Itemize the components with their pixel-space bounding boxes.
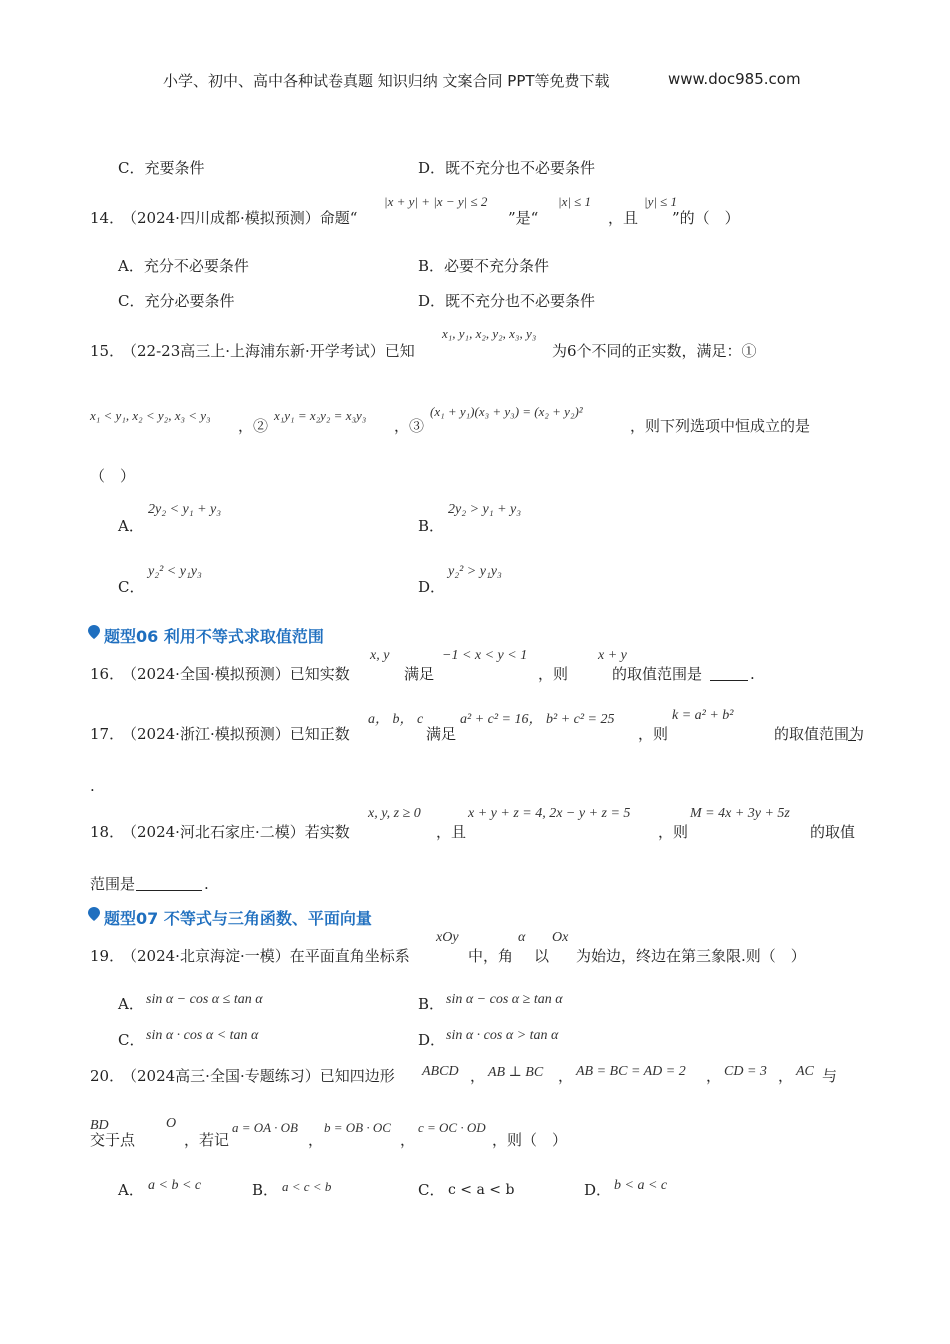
q20-sep-5: ， (308, 1131, 324, 1149)
q20-option-b: a < c < b (282, 1179, 332, 1194)
q16-condition: 满足 (404, 665, 435, 683)
q15-label-a: A． (118, 517, 144, 535)
q15-label-d: D． (418, 578, 446, 596)
q19-option-a: sin α − cos α ≤ tan α (146, 992, 263, 1007)
q14-expression-1: |x + y| + |x − y| ≤ 2 (384, 194, 488, 209)
q20-condition-1: AB ⊥ BC (488, 1065, 544, 1080)
q14-end: ”的（ ） (672, 209, 740, 227)
q14-option-a: A．充分不必要条件 (118, 257, 249, 275)
q20-label-b: B． (252, 1181, 279, 1199)
q15-variables: x₁, y₁, x₂, y₂, x₃, y₃ (442, 326, 537, 341)
q20-label-d: D． (584, 1181, 612, 1199)
q15-label-c: C． (118, 578, 145, 596)
q19-label-c: C． (118, 1031, 145, 1049)
q19-alpha: α (518, 930, 526, 945)
q15-condition-3: (x₁ + y₁)(x₃ + y₃) = (x₂ + y₂)² (430, 404, 583, 419)
q15-number: 15． (90, 342, 125, 360)
q18-tail-1: 的取值 (810, 823, 856, 841)
q15-tail: ，则下列选项中恒成立的是 (630, 417, 811, 435)
q19-number: 19． (90, 947, 125, 965)
q17-equation: a² + c² = 16， b² + c² = 25 (460, 712, 615, 727)
q19-option-b: sin α − cos α ≥ tan α (446, 992, 563, 1007)
q19-option-c: sin α · cos α < tan α (146, 1028, 259, 1043)
section-07-heading: 题型07 不等式与三角函数、平面向量 (104, 909, 372, 928)
q20-sep-4: ， (778, 1067, 794, 1085)
q17-dot: . (90, 777, 95, 795)
q20-sep-6: ， (400, 1131, 416, 1149)
header-text: 小学、初中、高中各种试卷真题 知识归纳 文案合同 PPT等免费下载 (163, 72, 610, 90)
q19-option-d: sin α · cos α > tan α (446, 1028, 559, 1043)
q17-condition: 满足 (426, 725, 457, 743)
q20-with: 与 (822, 1067, 838, 1085)
q15-sep-1: ，② (238, 417, 269, 435)
q16-expression: x + y (598, 648, 627, 663)
q14-option-c: C．充分必要条件 (118, 292, 235, 310)
q19-label-b: B． (418, 995, 445, 1013)
q16-variables: x, y (370, 648, 390, 663)
q15-paren: （ ） (90, 467, 136, 485)
q16-number: 16． (90, 665, 125, 683)
q18-expression: M = 4x + 3y + 5z (690, 806, 790, 821)
q20-option-d: b < a < c (614, 1178, 668, 1193)
q18-end: . (204, 875, 209, 893)
q20-then: ，则（ ） (492, 1131, 568, 1149)
q14-source: （2024·四川成都·模拟预测）命题“ (122, 209, 358, 227)
q15-option-a: 2y₂ < y₁ + y₃ (148, 502, 222, 517)
q20-sep-1: ， (470, 1067, 486, 1085)
q20-sep-2: ， (558, 1067, 574, 1085)
q15-condition: 为6个不同的正实数，满足：① (552, 342, 757, 360)
location-pin-icon (86, 624, 102, 640)
q15-option-b: 2y₂ > y₁ + y₃ (448, 502, 522, 517)
q20-source: （2024高三·全国·专题练习）已知四边形 (122, 1067, 395, 1085)
q20-condition-2: AB = BC = AD = 2 (576, 1064, 686, 1079)
q20-ac: AC (796, 1064, 814, 1079)
q16-end: . (750, 665, 755, 683)
q20-note: ，若记 (184, 1131, 230, 1149)
q18-number: 18． (90, 823, 125, 841)
q18-equations: x + y + z = 4, 2x − y + z = 5 (468, 806, 631, 821)
q19-ox: Ox (552, 930, 569, 945)
q20-sep-3: ， (706, 1067, 722, 1085)
q15-option-c: y₂² < y₁y₃ (148, 564, 202, 579)
q14-expression-2: |x| ≤ 1 (558, 194, 592, 209)
q19-text-3: 为始边，终边在第三象限.则（ ） (576, 947, 806, 965)
q20-condition-3: CD = 3 (724, 1064, 767, 1079)
q13-option-d: D．既不充分也不必要条件 (418, 159, 596, 177)
q19-label-d: D． (418, 1031, 446, 1049)
q19-source: （2024·北京海淀·一模）在平面直角坐标系 (122, 947, 410, 965)
q16-then: ，则 (538, 665, 569, 683)
q15-source: （22-23高三上·上海浦东新·开学考试）已知 (122, 342, 415, 360)
q18-and: ，且 (436, 823, 467, 841)
q20-b-definition: b = OB · OC (324, 1120, 391, 1135)
q18-answer-blank[interactable] (136, 876, 202, 891)
q18-tail-2: 范围是 (90, 875, 136, 893)
q17-source: （2024·浙江·模拟预测）已知正数 (122, 725, 350, 743)
header-url[interactable]: www.doc985.com (668, 70, 801, 88)
q16-inequality: −1 < x < y < 1 (442, 648, 528, 663)
q19-label-a: A． (118, 995, 144, 1013)
q15-option-d: y₂² > y₁y₃ (448, 564, 502, 579)
q15-condition-2: x₁y₁ = x₂y₂ = x₃y₃ (274, 408, 367, 423)
q20-label-a: A． (118, 1181, 144, 1199)
q18-variables: x, y, z ≥ 0 (368, 806, 421, 821)
q17-answer-blank[interactable] (848, 726, 856, 741)
q15-label-b: B． (418, 517, 445, 535)
q14-and: ，且 (608, 209, 639, 227)
q16-source: （2024·全国·模拟预测）已知实数 (122, 665, 350, 683)
q20-number: 20． (90, 1067, 125, 1085)
q19-coordinate-system: xOy (436, 930, 459, 945)
q20-c-definition: c = OC · OD (418, 1120, 486, 1135)
q20-option-c: c < a < b (448, 1182, 515, 1198)
q20-option-a: a < b < c (148, 1178, 202, 1193)
q16-tail: 的取值范围是 (612, 665, 703, 683)
q15-condition-1: x₁ < y₁, x₂ < y₂, x₃ < y₃ (90, 408, 211, 423)
q14-option-b: B．必要不充分条件 (418, 257, 550, 275)
q17-tail: 的取值范围为 (774, 725, 865, 743)
q17-expression: k = a² + b² (672, 708, 734, 723)
q14-mid: ”是“ (508, 209, 539, 227)
q20-bd: BD (90, 1118, 109, 1133)
q13-option-c: C．充要条件 (118, 159, 205, 177)
q20-point-o: O (166, 1116, 177, 1131)
q14-expression-3: |y| ≤ 1 (644, 194, 678, 209)
q19-text-2: 以 (534, 947, 550, 965)
q17-then: ，则 (638, 725, 669, 743)
q17-variables: a， b， c (368, 712, 424, 727)
q17-number: 17． (90, 725, 125, 743)
section-06-heading: 题型06 利用不等式求取值范围 (104, 627, 324, 646)
q15-sep-2: ，③ (394, 417, 425, 435)
q20-label-c: C． (418, 1181, 445, 1199)
q16-answer-blank[interactable] (710, 666, 748, 681)
q18-then: ，则 (658, 823, 689, 841)
q14-number: 14． (90, 209, 125, 227)
location-pin-icon (86, 906, 102, 922)
q20-meet: 交于点 (90, 1131, 136, 1149)
q14-option-d: D．既不充分也不必要条件 (418, 292, 596, 310)
q18-source: （2024·河北石家庄·二模）若实数 (122, 823, 350, 841)
q20-a-definition: a = OA · OB (232, 1120, 298, 1135)
q20-quadrilateral: ABCD (422, 1064, 459, 1079)
q19-text-1: 中，角 (468, 947, 514, 965)
